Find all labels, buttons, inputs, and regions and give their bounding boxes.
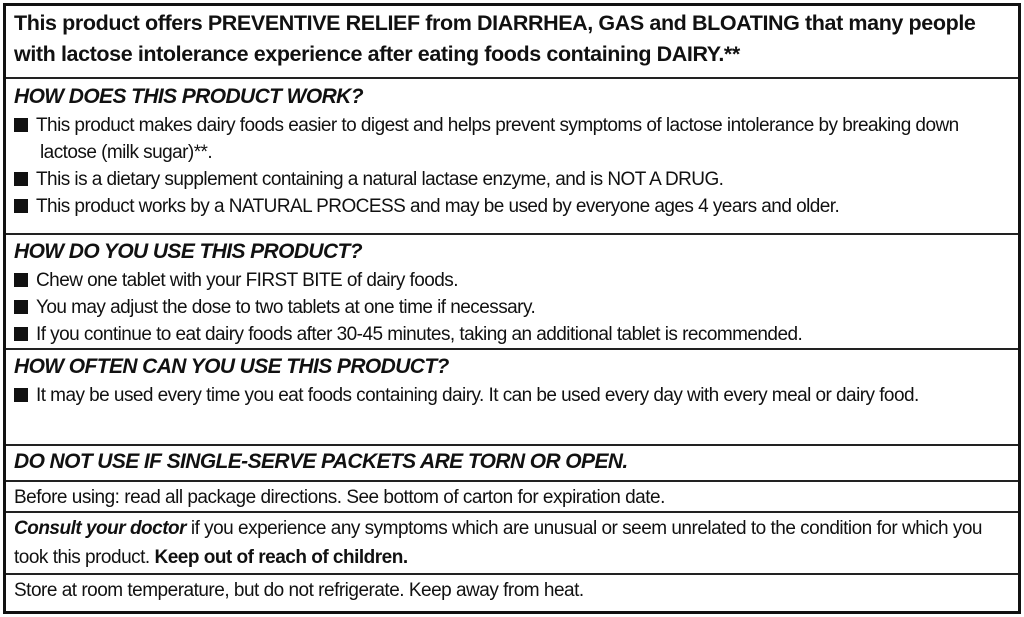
list-item: If you continue to eat dairy foods after 30-45 minutes, taking an additional tablet is recommended. bbox=[14, 321, 1012, 348]
how-often-section bbox=[6, 350, 1018, 446]
product-label-panel bbox=[3, 3, 1021, 614]
square-bullet-icon bbox=[14, 388, 28, 402]
do-not-use-section bbox=[6, 446, 1018, 482]
square-bullet-icon bbox=[14, 199, 28, 213]
how-does-it-work-heading: HOW DOES THIS PRODUCT WORK? bbox=[14, 85, 363, 108]
storage-text: Store at room temperature, but do not refrigerate. Keep away from heat. bbox=[14, 580, 584, 601]
square-bullet-icon bbox=[14, 300, 28, 314]
list-item: This product works by a NATURAL PROCESS and may be used by everyone ages 4 years and older. bbox=[14, 193, 1012, 220]
keep-out-of-reach-warning: Keep out of reach of children. bbox=[154, 547, 408, 568]
square-bullet-icon bbox=[14, 273, 28, 287]
how-to-use-section bbox=[6, 235, 1018, 350]
list-item: You may adjust the dose to two tablets at one time if necessary. bbox=[14, 294, 1012, 321]
intro-section bbox=[6, 6, 1018, 79]
consult-doctor-text: if you experience any symptoms which are unusual or seem unrelated to the condition for which you took this product. bbox=[14, 518, 982, 568]
square-bullet-icon bbox=[14, 118, 28, 132]
consult-doctor-section bbox=[6, 513, 1018, 575]
square-bullet-icon bbox=[14, 327, 28, 341]
list-item: This product makes dairy foods easier to digest and helps prevent symptoms of lactose intolerance by breaking down lactose (milk sugar)**. bbox=[14, 112, 1012, 166]
before-using-section bbox=[6, 482, 1018, 513]
storage-section bbox=[6, 575, 1018, 608]
how-to-use-heading: HOW DO YOU USE THIS PRODUCT? bbox=[14, 240, 362, 263]
intro-text: This product offers PREVENTIVE RELIEF from DIARRHEA, GAS and BLOATING that many people with lactose intolerance experience after eating foods containing DAIRY.** bbox=[14, 11, 976, 66]
how-often-heading: HOW OFTEN CAN YOU USE THIS PRODUCT? bbox=[14, 355, 449, 378]
list-item: It may be used every time you eat foods containing dairy. It can be used every day with every meal or dairy food. bbox=[14, 382, 1012, 409]
how-does-it-work-section bbox=[6, 79, 1018, 235]
square-bullet-icon bbox=[14, 172, 28, 186]
do-not-use-warning: DO NOT USE IF SINGLE-SERVE PACKETS ARE TORN OR OPEN. bbox=[14, 450, 628, 473]
consult-doctor-lead: Consult your doctor bbox=[14, 518, 187, 539]
list-item: Chew one tablet with your FIRST BITE of dairy foods. bbox=[14, 267, 1012, 294]
before-using-text: Before using: read all package directions. See bottom of carton for expiration date. bbox=[14, 487, 665, 508]
list-item: This is a dietary supplement containing a natural lactase enzyme, and is NOT A DRUG. bbox=[14, 166, 1012, 193]
